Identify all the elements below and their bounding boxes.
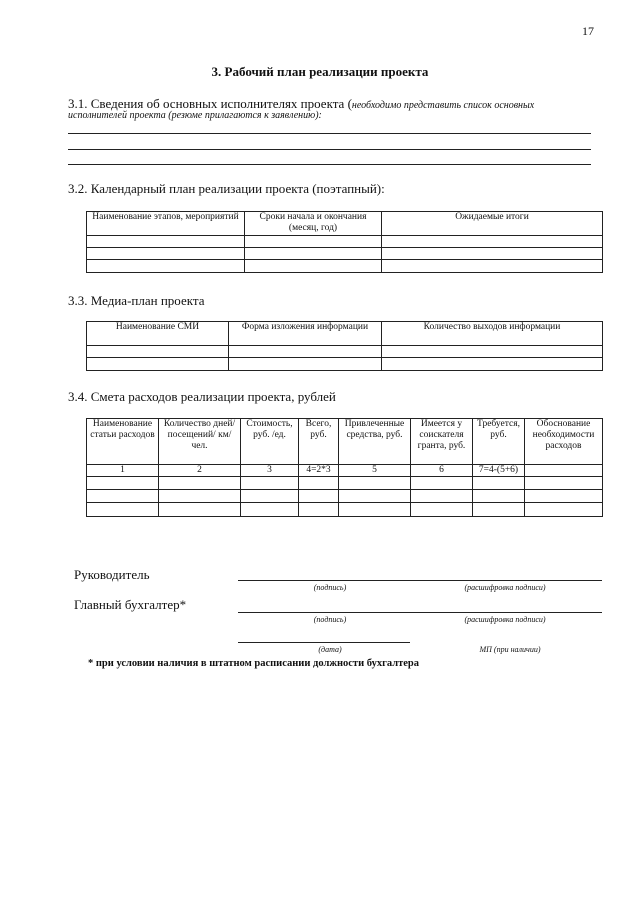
table-cell[interactable] <box>411 490 473 503</box>
table-cell[interactable] <box>87 477 159 490</box>
table-cell[interactable] <box>229 358 382 371</box>
table-cell[interactable] <box>473 503 525 517</box>
table-cell[interactable] <box>159 490 241 503</box>
decode-caption: (расшифровка подписи) <box>464 583 546 592</box>
signature-caption: (подпись) <box>313 583 347 592</box>
table-row <box>87 477 603 490</box>
section-3-1-heading-text: 3.1. Сведения об основных исполнителях проекта ( <box>68 96 352 111</box>
table-row <box>87 358 603 371</box>
table-cell[interactable] <box>525 477 603 490</box>
table-cell[interactable] <box>382 358 603 371</box>
column-number: 4=2*3 <box>299 465 339 477</box>
table-cell[interactable] <box>525 503 603 517</box>
column-header: Стоимость, руб. /ед. <box>241 419 299 465</box>
fill-line <box>68 164 591 165</box>
table-row <box>87 503 603 517</box>
column-number: 5 <box>339 465 411 477</box>
table-cell[interactable] <box>411 503 473 517</box>
column-number: 7=4-(5+6) <box>473 465 525 477</box>
table-cell[interactable] <box>245 248 382 260</box>
table-header-row <box>87 212 603 236</box>
column-header: Обоснование необходимости расходов <box>525 419 603 465</box>
calendar-plan-table <box>86 211 603 273</box>
date-line[interactable] <box>238 642 410 643</box>
table-cell[interactable] <box>382 236 603 248</box>
table-cell[interactable] <box>525 490 603 503</box>
column-header: Сроки начала и окончания (месяц, год) <box>245 212 382 236</box>
table-cell[interactable] <box>299 477 339 490</box>
table-cell[interactable] <box>382 346 603 358</box>
accountant-label: Главный бухгалтер* <box>74 597 187 612</box>
column-number: 3 <box>241 465 299 477</box>
table-cell[interactable] <box>159 503 241 517</box>
table-row <box>87 260 603 273</box>
decode-caption: (расшифровка подписи) <box>464 615 546 624</box>
section-title: 3. Рабочий план реализации проекта <box>211 64 429 79</box>
table-cell[interactable] <box>339 490 411 503</box>
section-3-1-note: необходимо представить список основных <box>351 100 535 111</box>
budget-table <box>86 418 603 517</box>
signature-caption: (подпись) <box>313 615 347 624</box>
section-3-1-note-line2: исполнителей проекта (резюме прилагаются к заявлению): <box>68 110 322 121</box>
table-cell[interactable] <box>241 490 299 503</box>
table-row <box>87 236 603 248</box>
page-number: 17 <box>582 24 594 38</box>
media-plan-table <box>86 321 603 371</box>
table-cell[interactable] <box>87 260 245 273</box>
table-cell[interactable] <box>339 477 411 490</box>
column-header: Требуется, руб. <box>473 419 525 465</box>
table-cell[interactable] <box>299 490 339 503</box>
head-signature-line[interactable] <box>238 580 602 581</box>
head-label: Руководитель <box>74 567 150 582</box>
column-header: Имеется у соискателя гранта, руб. <box>411 419 473 465</box>
table-cell[interactable] <box>245 260 382 273</box>
column-header: Наименование СМИ <box>87 322 229 346</box>
column-number <box>525 465 603 477</box>
table-cell[interactable] <box>87 358 229 371</box>
column-number: 2 <box>159 465 241 477</box>
section-3-4-heading: 3.4. Смета расходов реализации проекта, рублей <box>68 389 336 404</box>
footnote: * при условии наличия в штатном расписании должности бухгалтера <box>88 658 420 669</box>
table-cell[interactable] <box>87 346 229 358</box>
column-header: Привлеченные средства, руб. <box>339 419 411 465</box>
table-header-row <box>87 322 603 346</box>
fill-line <box>68 133 591 134</box>
section-3-3-heading: 3.3. Медиа-план проекта <box>68 293 205 308</box>
column-header: Количество выходов информации <box>382 322 603 346</box>
table-cell[interactable] <box>245 236 382 248</box>
column-header: Всего, руб. <box>299 419 339 465</box>
column-header: Наименование этапов, мероприятий <box>87 212 245 236</box>
stamp-caption: МП (при наличии) <box>479 645 541 654</box>
table-cell[interactable] <box>241 477 299 490</box>
column-header: Ожидаемые итоги <box>382 212 603 236</box>
table-header-row <box>87 419 603 465</box>
table-cell[interactable] <box>87 236 245 248</box>
table-cell[interactable] <box>473 477 525 490</box>
table-cell[interactable] <box>87 503 159 517</box>
fill-line <box>68 149 591 150</box>
column-number-row <box>87 465 603 477</box>
table-cell[interactable] <box>411 477 473 490</box>
table-cell[interactable] <box>229 346 382 358</box>
table-cell[interactable] <box>87 490 159 503</box>
table-cell[interactable] <box>382 248 603 260</box>
section-3-2-heading: 3.2. Календарный план реализации проекта (поэтапный): <box>68 181 385 196</box>
table-cell[interactable] <box>299 503 339 517</box>
column-number: 6 <box>411 465 473 477</box>
table-row <box>87 346 603 358</box>
table-cell[interactable] <box>339 503 411 517</box>
column-header: Наименование статьи расходов <box>87 419 159 465</box>
column-number: 1 <box>87 465 159 477</box>
table-row <box>87 490 603 503</box>
table-row <box>87 248 603 260</box>
table-cell[interactable] <box>241 503 299 517</box>
accountant-signature-line[interactable] <box>238 612 602 613</box>
table-cell[interactable] <box>473 490 525 503</box>
date-caption: (дата) <box>318 645 342 654</box>
column-header: Количество дней/посещений/ км/чел. <box>159 419 241 465</box>
table-cell[interactable] <box>87 248 245 260</box>
column-header: Форма изложения информации <box>229 322 382 346</box>
table-cell[interactable] <box>159 477 241 490</box>
table-cell[interactable] <box>382 260 603 273</box>
